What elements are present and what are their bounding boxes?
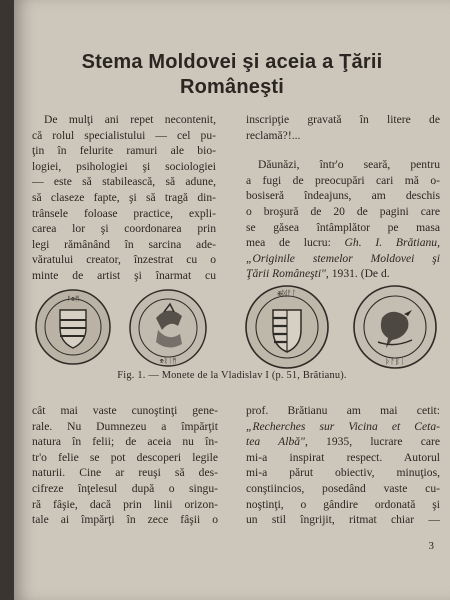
text-line: tr'o felie se pot descoperi legile xyxy=(32,450,218,464)
text-line: De mulţi ani repet necontenit, xyxy=(44,113,216,126)
coin-2-reverse-image xyxy=(352,284,438,370)
text-line: văratului creator, înzestrat cu o xyxy=(32,253,216,267)
text-line: minte de artist şi înarmat cu xyxy=(32,268,216,282)
text-line: cât mai vaste cunoştinţi gene- xyxy=(32,404,218,417)
text-line: naturii. Cine ar reuşi să des- xyxy=(32,466,218,480)
reference-title-end: Ţării Româneşti" xyxy=(246,267,326,281)
text-line: legi rămânând în sarcina ade- xyxy=(32,237,216,251)
reference-title: „Originile stemelor Moldovei şi xyxy=(246,251,440,265)
title-line-2: Româneşti xyxy=(179,76,285,98)
coin-2-obverse-image xyxy=(244,284,330,370)
reference-title-end: tea Albă" xyxy=(246,435,305,449)
page-number: 3 xyxy=(428,540,434,552)
text-fragment: , 1935, lucrare care xyxy=(304,435,441,449)
text-line: reclamă?!... xyxy=(246,128,301,142)
figure-caption: Fig. 1. — Monete de la Vladislav I (p. 51, Brătianu). xyxy=(117,370,347,381)
text-line: că rolul specialistului — cel pu- xyxy=(32,128,216,142)
text-line-with-reference xyxy=(246,434,440,450)
text-line: natura în felii; de aceia nu în- xyxy=(32,435,218,449)
article-title xyxy=(14,50,450,100)
text-line: prof. Brătianu am mai cetit: xyxy=(246,404,440,417)
text-line: trânsele foloase practice, expli- xyxy=(32,206,216,220)
book-page xyxy=(14,0,450,600)
text-line: să claseze fapte, şi să tragă din- xyxy=(32,190,216,204)
text-line: a fugi de preocupări cari mă o- xyxy=(246,173,440,187)
text-line: inscripţie gravată în litere de xyxy=(246,113,440,126)
coin-1-reverse-image xyxy=(128,288,208,368)
title-line-1: Stema Moldovei şi aceia a Ţării xyxy=(81,51,383,73)
column-bottom-right xyxy=(246,403,440,528)
text-line: tale ai împărţi în zece fâşii o xyxy=(32,513,218,527)
text-line: conştiincios, posedând vaste cu- xyxy=(246,481,440,495)
text-line: cifreze înţelesul după o singu- xyxy=(32,481,218,495)
text-line: noştinţi, o gândire ordonată şi xyxy=(246,497,440,511)
text-line: logiei, psihologiei şi sociologiei xyxy=(32,159,216,173)
text-line: un stil îngrijit, ritmat chiar — xyxy=(246,513,440,527)
svg-text:✠ᚱᛁᛗ: ✠ᚱᛁᛗ xyxy=(159,357,177,365)
svg-text:ᚠ✠ᛗ: ᚠ✠ᛗ xyxy=(66,295,80,303)
text-line: se găsea întâmplător pe masa xyxy=(246,220,440,234)
text-line: ră fâşie, dacă prin linii orizon- xyxy=(32,497,218,511)
text-line: rale. Nu Dumnezeu a împărţit xyxy=(32,419,218,433)
text-line: o broşură de 20 de pagini care xyxy=(246,204,440,218)
column-top-left xyxy=(32,112,216,284)
text-fragment: mea de lucru: xyxy=(246,236,331,250)
coin-figure xyxy=(32,284,442,364)
text-line-with-reference xyxy=(246,266,440,282)
text-fragment: , 1931. (De d. xyxy=(325,267,390,281)
text-line: mi-a inspirat respect. Autorul xyxy=(246,450,440,464)
svg-text:✠ᛞᚨᛚ: ✠ᛞᚨᛚ xyxy=(277,289,297,298)
column-top-right xyxy=(246,112,440,282)
text-line: — este să stabilească, să adune, xyxy=(32,175,216,189)
text-line: ţin în felurite ramuri ale bio- xyxy=(32,144,216,158)
text-line: bosiseră îndeajuns, am deschis xyxy=(246,189,440,203)
svg-text:ᚦᚨᛒᛁ: ᚦᚨᛒᛁ xyxy=(385,357,405,366)
coin-1-obverse-image xyxy=(34,288,112,366)
reference-title: „Recherches sur Vicina et Ceta- xyxy=(246,419,440,433)
text-line: Dăunăzi, într'o seară, pentru xyxy=(258,158,440,172)
text-line: mi-a părut obiectiv, minuţios, xyxy=(246,466,440,480)
text-line: carea lor şi coordonarea prin xyxy=(32,222,216,236)
text-line-with-reference xyxy=(246,235,440,251)
reference-author: Gh. I. Brătianu, xyxy=(344,236,440,250)
column-bottom-left xyxy=(32,403,218,528)
